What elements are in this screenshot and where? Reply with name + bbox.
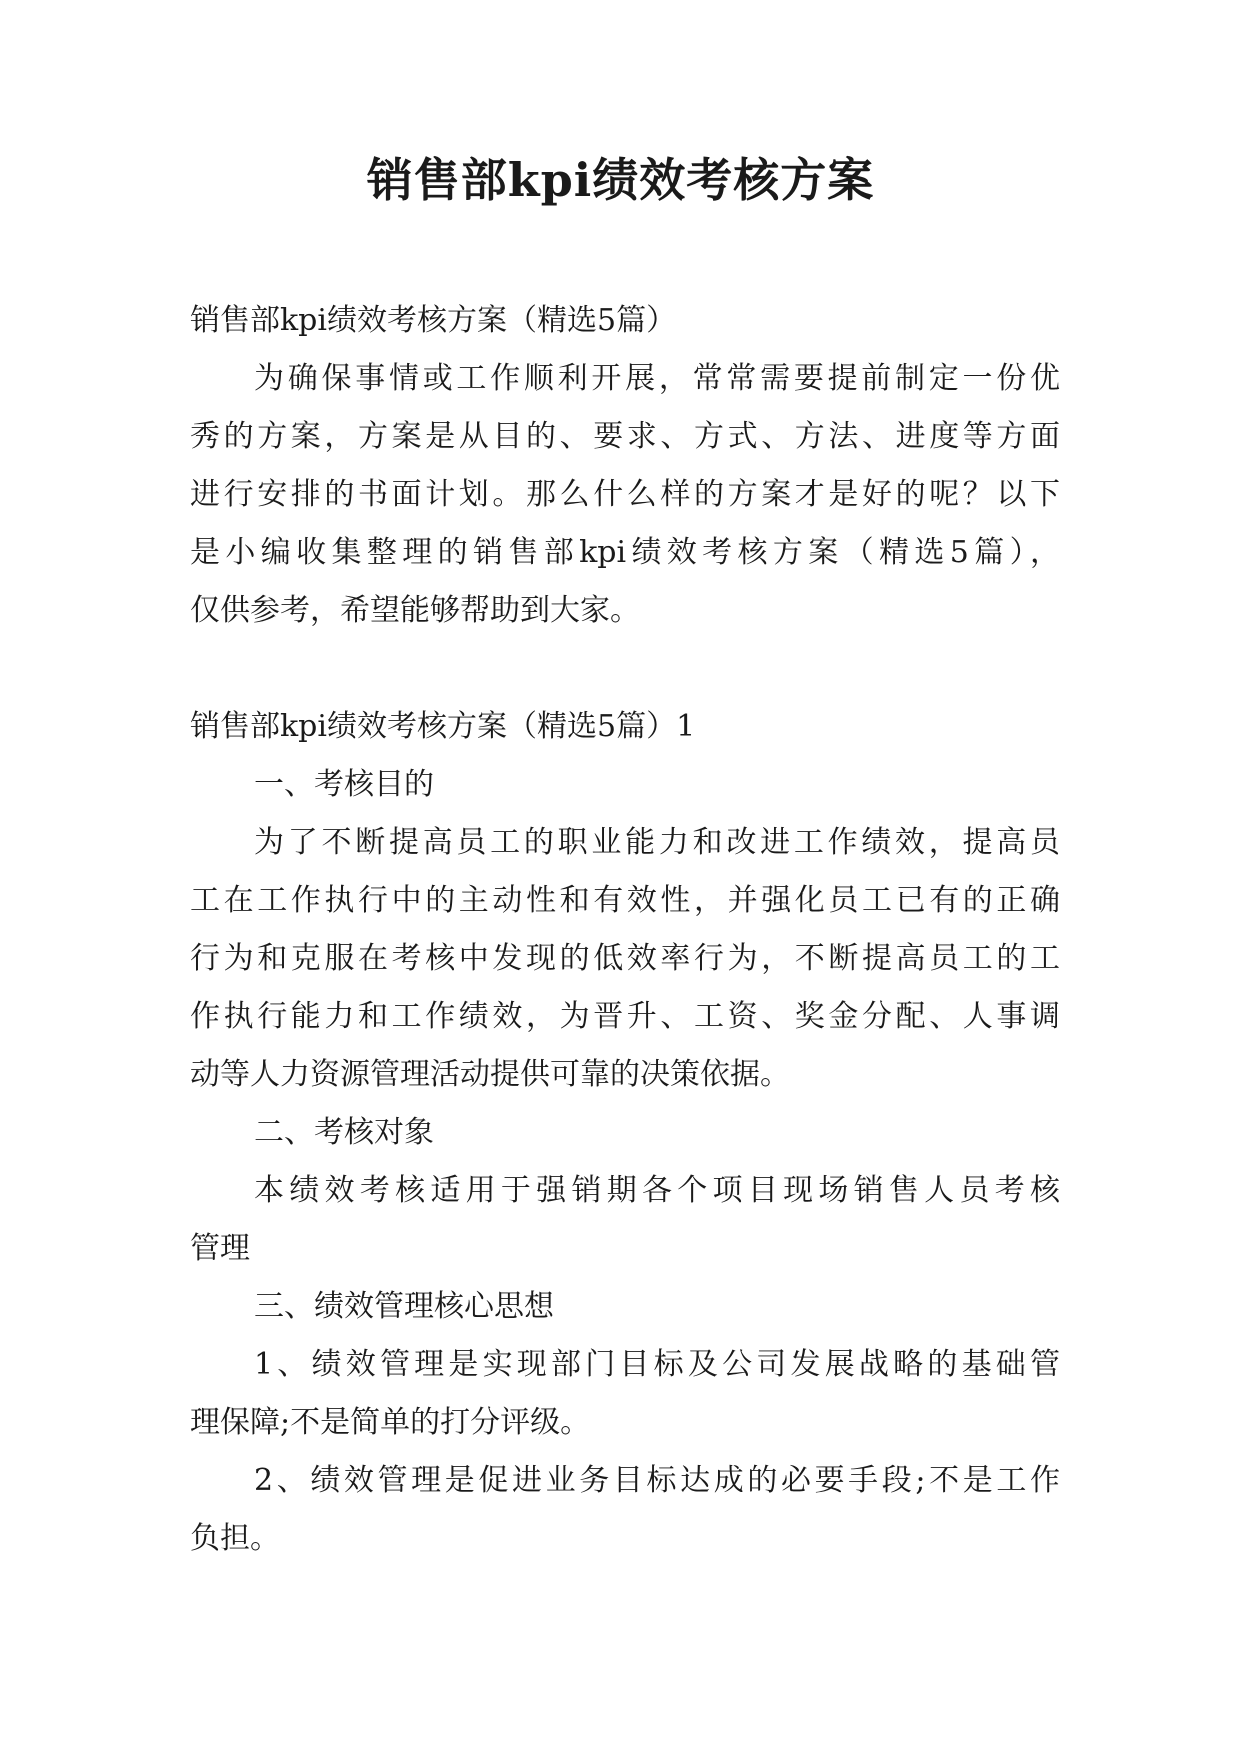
- purpose-paragraph: [190, 814, 1060, 1104]
- object-line: 本绩效考核适用于强销期各个项目现场销售人员考核: [254, 1173, 1060, 1208]
- idea-2-paragraph: [190, 1452, 1060, 1568]
- object-line: 管理: [190, 1231, 250, 1266]
- purpose-line: 工在工作执行中的主动性和有效性，并强化员工已有的正确: [190, 883, 1060, 918]
- intro-line: 仅供参考，希望能够帮助到大家。: [190, 593, 640, 628]
- intro-line: 进行安排的书面计划。那么什么样的方案才是好的呢？以下: [190, 477, 1060, 512]
- document-body: [190, 292, 1060, 1568]
- purpose-line: 作执行能力和工作绩效，为晋升、工资、奖金分配、人事调: [190, 999, 1060, 1034]
- intro-line: 为确保事情或工作顺利开展，常常需要提前制定一份优: [254, 361, 1060, 396]
- purpose-line: 为了不断提高员工的职业能力和改进工作绩效，提高员: [254, 825, 1060, 860]
- object-paragraph: [190, 1162, 1060, 1278]
- purpose-line: 动等人力资源管理活动提供可靠的决策依据。: [190, 1057, 790, 1092]
- idea-line: 1、绩效管理是实现部门目标及公司发展战略的基础管: [254, 1347, 1060, 1382]
- idea-line: 负担。: [190, 1521, 280, 1556]
- intro-line: 是小编收集整理的销售部kpi绩效考核方案（精选5篇），: [190, 535, 1060, 570]
- document-title: 销售部kpi绩效考核方案: [366, 153, 875, 207]
- idea-1-paragraph: [190, 1336, 1060, 1452]
- intro-line: 秀的方案，方案是从目的、要求、方式、方法、进度等方面: [190, 419, 1060, 454]
- paragraph-gap: [190, 640, 1060, 698]
- heading-purpose: 一、考核目的: [254, 767, 434, 802]
- heading-object: 二、考核对象: [254, 1115, 434, 1150]
- purpose-line: 行为和克服在考核中发现的低效率行为，不断提高员工的工: [190, 941, 1060, 976]
- section-title: 销售部kpi绩效考核方案（精选5篇）1: [190, 709, 696, 744]
- idea-line: 理保障;不是简单的打分评级。: [190, 1405, 591, 1440]
- heading-core-idea: 三、绩效管理核心思想: [254, 1289, 554, 1324]
- subtitle: 销售部kpi绩效考核方案（精选5篇）: [190, 303, 677, 338]
- intro-paragraph: [190, 350, 1060, 640]
- idea-line: 2、绩效管理是促进业务目标达成的必要手段;不是工作: [254, 1463, 1060, 1498]
